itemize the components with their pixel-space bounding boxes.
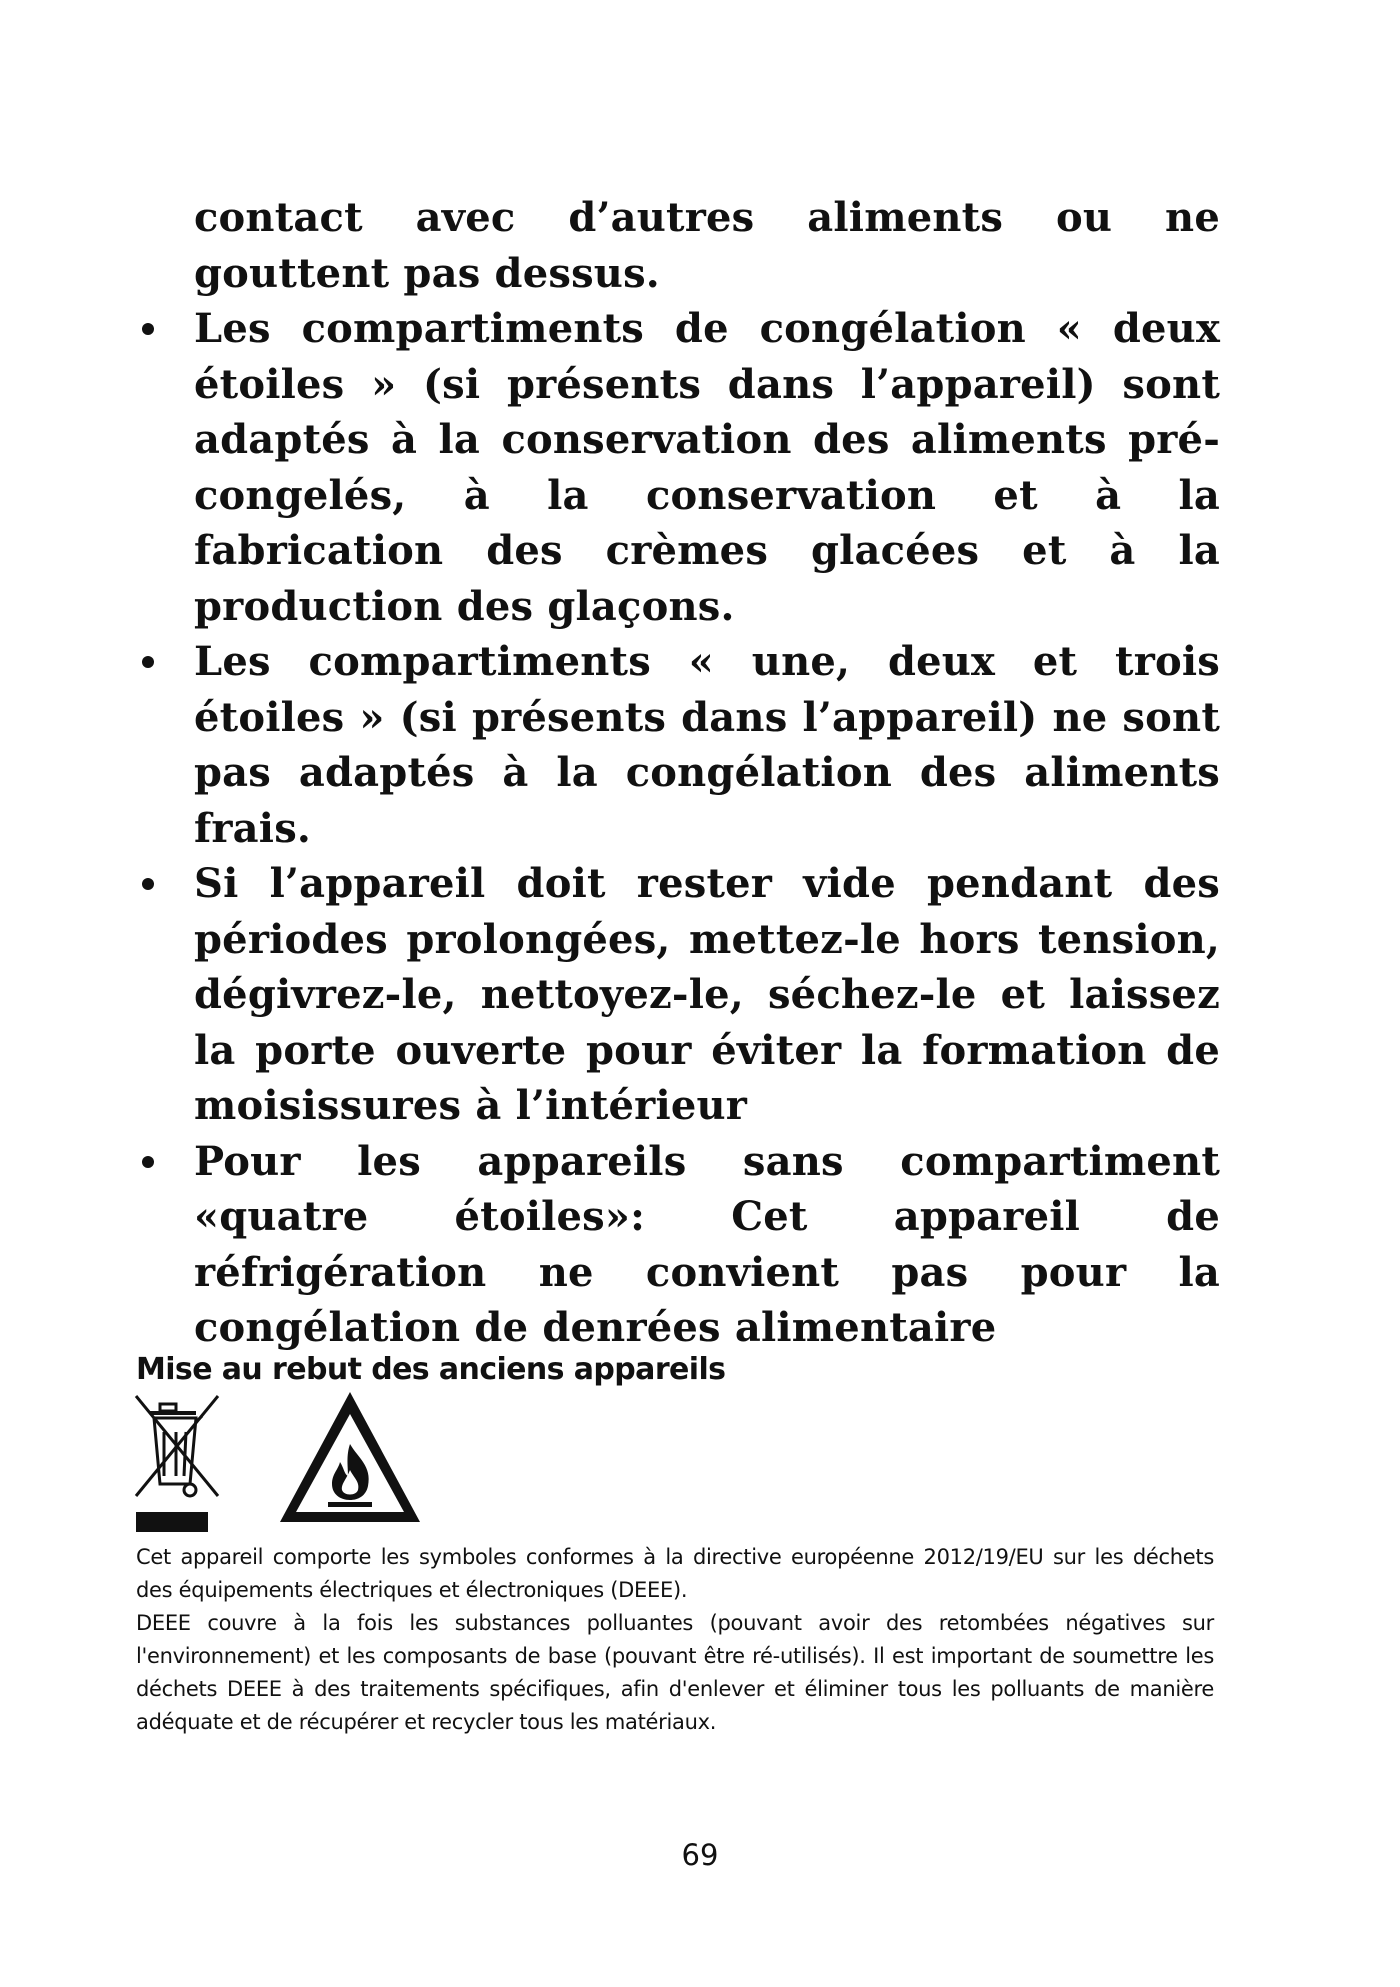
weee-directive-text [136,1541,1214,1739]
weee-paragraph-2: DEEE couvre à la fois les substances polluantes (pouvant avoir des retombées négatives sur l'environnement) et les composants de base (pouvant être ré-utilisés). Il est important de soumettre les déchets DEEE à des traitements spécifiques, afin d'enlever et éliminer tous les polluants de manière adéquate et de récupérer et recycler tous les matériaux. [136,1611,1214,1734]
page-number: 69 [681,1838,719,1872]
flammable-warning-icon [276,1388,424,1528]
bullet-item-3 [136,856,1220,1134]
bullet-icon [142,323,154,335]
bullet-text: Pour les appareils sans compartiment «quatre étoiles»: Cet appareil de réfrigération ne convient pas pour la congélation de denrées alimentaire [194,1137,1220,1351]
disposal-heading: Mise au rebut des anciens appareils [136,1352,726,1387]
bullet-item-4 [136,1134,1220,1356]
bullet-text: Si l’appareil doit rester vide pendant des périodes prolongées, mettez-le hors tension, dégivrez-le, nettoyez-le, séchez-le et laissez la porte ouverte pour éviter la formation de moisissures à l’intérieur [194,860,1220,1129]
safety-instructions [136,190,1220,1356]
bullet-icon [142,878,154,890]
intro-continuation: contact avec d’autres aliments ou ne gouttent pas dessus. [194,194,1220,297]
bullet-item-1 [136,301,1220,634]
bullet-icon [142,656,154,668]
crossed-out-wheelie-bin-icon [134,1392,220,1534]
bullet-text: Les compartiments « une, deux et trois étoiles » (si présents dans l’appareil) ne sont pas adaptés à la congélation des aliments frais. [194,638,1220,852]
bullet-icon [142,1156,154,1168]
bullet-text: Les compartiments de congélation « deux étoiles » (si présents dans l’appareil) sont adaptés à la conservation des aliments pré-congelés, à la conservation et à la fabrication des crèmes glacées et à la production des glaçons. [194,305,1220,630]
weee-paragraph-1: Cet appareil comporte les symboles conformes à la directive européenne 2012/19/EU sur les déchets des équipements électriques et électroniques (DEEE). [136,1545,1214,1602]
bullet-list [136,301,1220,1356]
bullet-item-2 [136,634,1220,856]
